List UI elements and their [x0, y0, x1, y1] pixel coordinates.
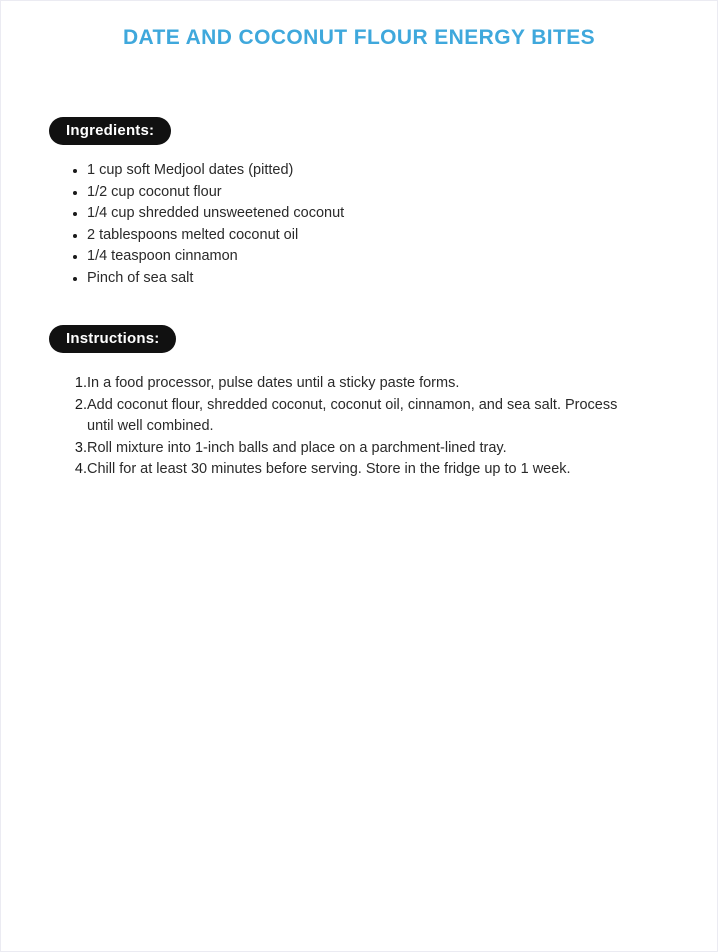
- instruction-step: 4. Chill for at least 30 minutes before serving. Store in the fridge up to 1 week.: [87, 459, 627, 481]
- page-content: [1, 50, 717, 481]
- instruction-step: 2. Add coconut flour, shredded coconut, coconut oil, cinnamon, and sea salt. Process until well combined.: [87, 395, 627, 438]
- instructions-list: [49, 373, 627, 481]
- ingredient-item: • 2 tablespoons melted coconut oil: [87, 225, 669, 247]
- ingredients-list: [49, 160, 669, 289]
- instructions-section-label: Instructions:: [49, 325, 176, 353]
- ingredient-item: • 1 cup soft Medjool dates (pitted): [87, 160, 669, 182]
- ingredient-item: • 1/2 cup coconut flour: [87, 182, 669, 204]
- ingredient-item: • Pinch of sea salt: [87, 268, 669, 290]
- instruction-step: 1. In a food processor, pulse dates until a sticky paste forms.: [87, 373, 627, 395]
- ingredient-item: • 1/4 teaspoon cinnamon: [87, 246, 669, 268]
- page-title: DATE AND COCONUT FLOUR ENERGY BITES: [122, 26, 596, 49]
- ingredients-section-label: Ingredients:: [49, 117, 171, 145]
- instruction-step: 3. Roll mixture into 1-inch balls and place on a parchment-lined tray.: [87, 438, 627, 460]
- ingredient-item: • 1/4 cup shredded unsweetened coconut: [87, 203, 669, 225]
